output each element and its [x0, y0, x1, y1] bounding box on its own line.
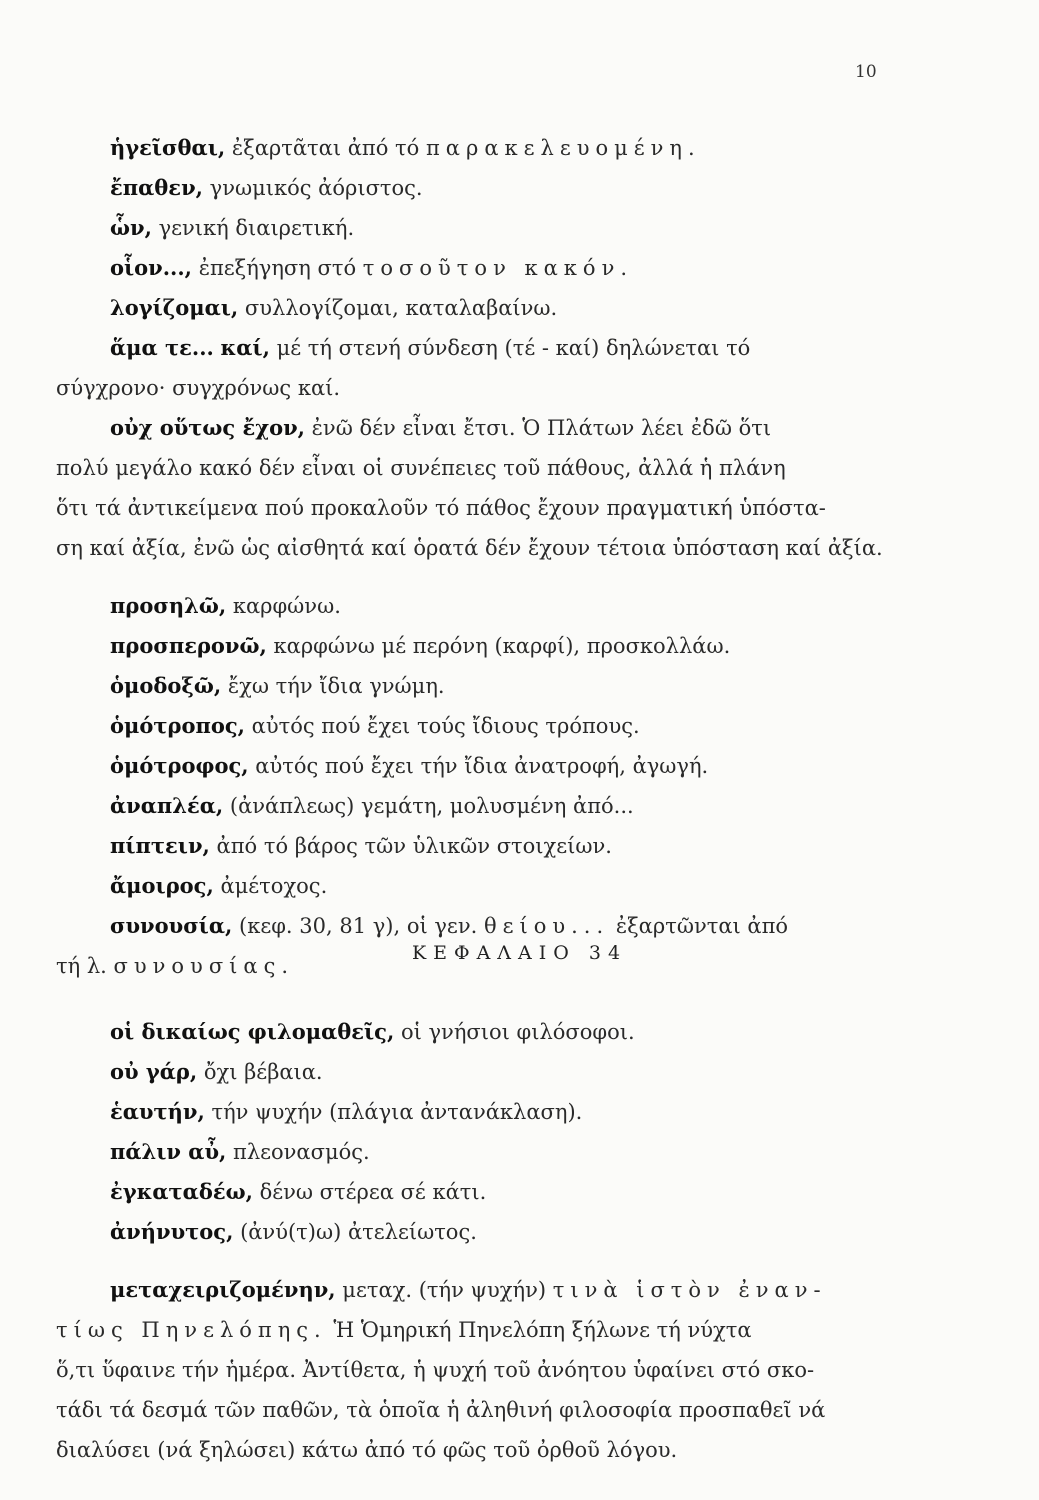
headword: ἀναπλέα, — [110, 793, 224, 818]
headword: ἀνήνυτος, — [110, 1219, 234, 1244]
gloss: διαλύσει (νά ξηλώσει) κάτω ἀπό τό φῶς τοῦ ὀρθοῦ λόγου. — [56, 1438, 678, 1462]
headword: ὁμότροφος, — [110, 753, 249, 778]
gloss: καρφώνω. — [232, 594, 341, 618]
gloss: αὐτός πού ἔχει τούς ἴδιους τρόπους. — [251, 714, 640, 738]
gloss: ὄχι βέβαια. — [203, 1060, 323, 1084]
headword: ὧν, — [110, 215, 152, 240]
gloss-spaced: τοσοῦτον κακόν. — [362, 256, 634, 280]
entry-metax-line — [56, 1350, 910, 1390]
entry-anaplea — [110, 786, 910, 826]
headword: ἡγεῖσθαι, — [110, 135, 226, 160]
gloss: συλλογίζομαι, καταλαβαίνω. — [244, 296, 558, 320]
entry-ouch-line — [56, 488, 910, 528]
gloss: ἐνῶ δέν εἶναι ἔτσι. Ὁ Πλάτων λέει ἐδῶ ὅτι — [311, 416, 772, 440]
gloss: ὅτι τά ἀντικείμενα πού προκαλοῦν τό πάθος ἔχουν πραγματική ὑπόστα- — [56, 496, 826, 520]
headword: μεταχειριζομένην, — [110, 1277, 336, 1302]
headword: ἑαυτήν, — [110, 1099, 205, 1124]
gloss-spaced: τινὰ ἱστὸν ἐναν- — [552, 1278, 827, 1302]
entry-hon — [110, 208, 910, 248]
entry-homodoxo — [110, 666, 910, 706]
headword: συνουσία, — [110, 913, 233, 938]
gloss: ἐξαρτῶνται ἀπό — [615, 914, 789, 938]
gloss: γνωμικός ἀόριστος. — [209, 176, 423, 200]
gloss: τάδι τά δεσμά τῶν παθῶν, τὰ ὁποῖα ἡ ἀληθινή φιλοσοφία προσπαθεῖ νά — [56, 1398, 826, 1422]
entry-prosilo — [110, 586, 910, 626]
gloss: (κεφ. 30, 81 γ), οἱ γεν. — [239, 914, 478, 938]
glossary-section-1 — [56, 128, 910, 986]
entry-amoiros — [110, 866, 910, 906]
headword: ὁμότροπος, — [110, 713, 245, 738]
entry-piptein — [110, 826, 910, 866]
headword: καί, — [220, 335, 270, 360]
entry-ouch-line — [56, 528, 910, 568]
entry-heauten — [110, 1092, 910, 1132]
gloss: μεταχ. (τήν ψυχήν) — [342, 1278, 547, 1302]
gloss: γενική διαιρετική. — [158, 216, 355, 240]
headword: οὐ γάρ, — [110, 1059, 198, 1084]
entry-hoion — [110, 248, 910, 288]
headword: πίπτειν, — [110, 833, 210, 858]
entry-ouch-houtos — [110, 408, 910, 448]
entry-enkatadeo — [110, 1172, 910, 1212]
gloss: πλεονασμός. — [233, 1140, 370, 1164]
gloss: σύγχρονο· συγχρόνως καί. — [56, 376, 341, 400]
entry-homotrophos — [110, 746, 910, 786]
gloss: ἀπό τό βάρος τῶν ὑλικῶν στοιχείων. — [216, 834, 612, 858]
headword: προσπερονῶ, — [110, 633, 267, 658]
entry-hama — [110, 328, 910, 368]
entry-palin-au — [110, 1132, 910, 1172]
gloss-spaced: παρακελευομένη. — [426, 136, 701, 160]
gloss: μέ τή στενή σύνδεση (τέ - καί) δηλώνεται τό — [276, 336, 751, 360]
gloss: τήν ψυχήν (πλάγια ἀντανάκλαση). — [211, 1100, 583, 1124]
gloss: ἔχω τήν ἴδια γνώμη. — [227, 674, 445, 698]
headword: προσηλῶ, — [110, 593, 227, 618]
gloss: ση καί ἀξία, ἐνῶ ὡς αἰσθητά καί ὁρατά δέν ἔχουν τέτοια ὑπόσταση καί ἀξία. — [56, 536, 883, 560]
headword: ἔπαθεν, — [110, 175, 203, 200]
entry-metax-line — [56, 1310, 910, 1350]
headword: ὁμοδοξῶ, — [110, 673, 222, 698]
chapter-heading: ΚΕΦΑΛΑΙΟ 34 — [411, 942, 628, 964]
gloss: πολύ μεγάλο κακό δέν εἶναι οἱ συνέπειες τοῦ πάθους, ἀλλά ἡ πλάνη — [56, 456, 786, 480]
entry-logizomai — [110, 288, 910, 328]
entry-ouch-line — [56, 448, 910, 488]
gloss: Ἡ Ὁμηρική Πηνελόπη ξήλωνε τή νύχτα — [333, 1318, 752, 1342]
headword: οὐχ οὕτως ἔχον, — [110, 415, 305, 440]
gloss-spaced: τίως Πηνελόπης. — [56, 1318, 327, 1342]
gloss: καρφώνω μέ περόνη (καρφί), προσκολλάω. — [273, 634, 731, 658]
gloss: ὅ,τι ὕφαινε τήν ἡμέρα. Ἀντίθετα, ἡ ψυχή τοῦ ἀνόητου ὑφαίνει στό σκο- — [56, 1358, 815, 1382]
headword: οἷον..., — [110, 255, 192, 280]
gloss: ἀμέτοχος. — [220, 874, 328, 898]
gloss: τή λ. — [56, 954, 107, 978]
entry-hama-continued — [56, 368, 910, 408]
entry-synousia — [110, 906, 910, 946]
headword: οἱ δικαίως φιλομαθεῖς, — [110, 1019, 395, 1044]
gloss: ἐπεξήγηση στό — [198, 256, 357, 280]
gloss-spaced: συνουσίας. — [113, 954, 295, 978]
entry-epathen — [110, 168, 910, 208]
entry-hegeisthai — [110, 128, 910, 168]
headword: ἐγκαταδέω, — [110, 1179, 253, 1204]
gloss: (ἀνύ(τ)ω) ἀτελείωτος. — [240, 1220, 477, 1244]
gloss: (ἀνάπλεως) γεμάτη, μολυσμένη ἀπό... — [229, 794, 634, 818]
entry-metax-line — [56, 1390, 910, 1430]
headword: ἄμοιρος, — [110, 873, 214, 898]
glossary-section-2 — [56, 1012, 910, 1470]
gloss: οἱ γνήσιοι φιλόσοφοι. — [400, 1020, 635, 1044]
entry-dikaios-philomatheis — [110, 1012, 910, 1052]
entry-ou-gar — [110, 1052, 910, 1092]
headword: ἅμα τε... — [110, 335, 214, 360]
entry-anenytos — [110, 1212, 910, 1252]
entry-metax-line — [56, 1430, 910, 1470]
headword: λογίζομαι, — [110, 295, 239, 320]
headword: πάλιν αὖ, — [110, 1139, 227, 1164]
gloss: δένω στέρεα σέ κάτι. — [259, 1180, 487, 1204]
entry-homotropos — [110, 706, 910, 746]
gloss-spaced: θείου... — [483, 914, 610, 938]
gloss: αὐτός πού ἔχει τήν ἴδια ἀνατροφή, ἀγωγή. — [255, 754, 709, 778]
gloss: ἐξαρτᾶται ἀπό τό — [231, 136, 420, 160]
page-number: 10 — [855, 62, 877, 82]
entry-prosperono — [110, 626, 910, 666]
entry-metacheirizomenen — [110, 1270, 910, 1310]
